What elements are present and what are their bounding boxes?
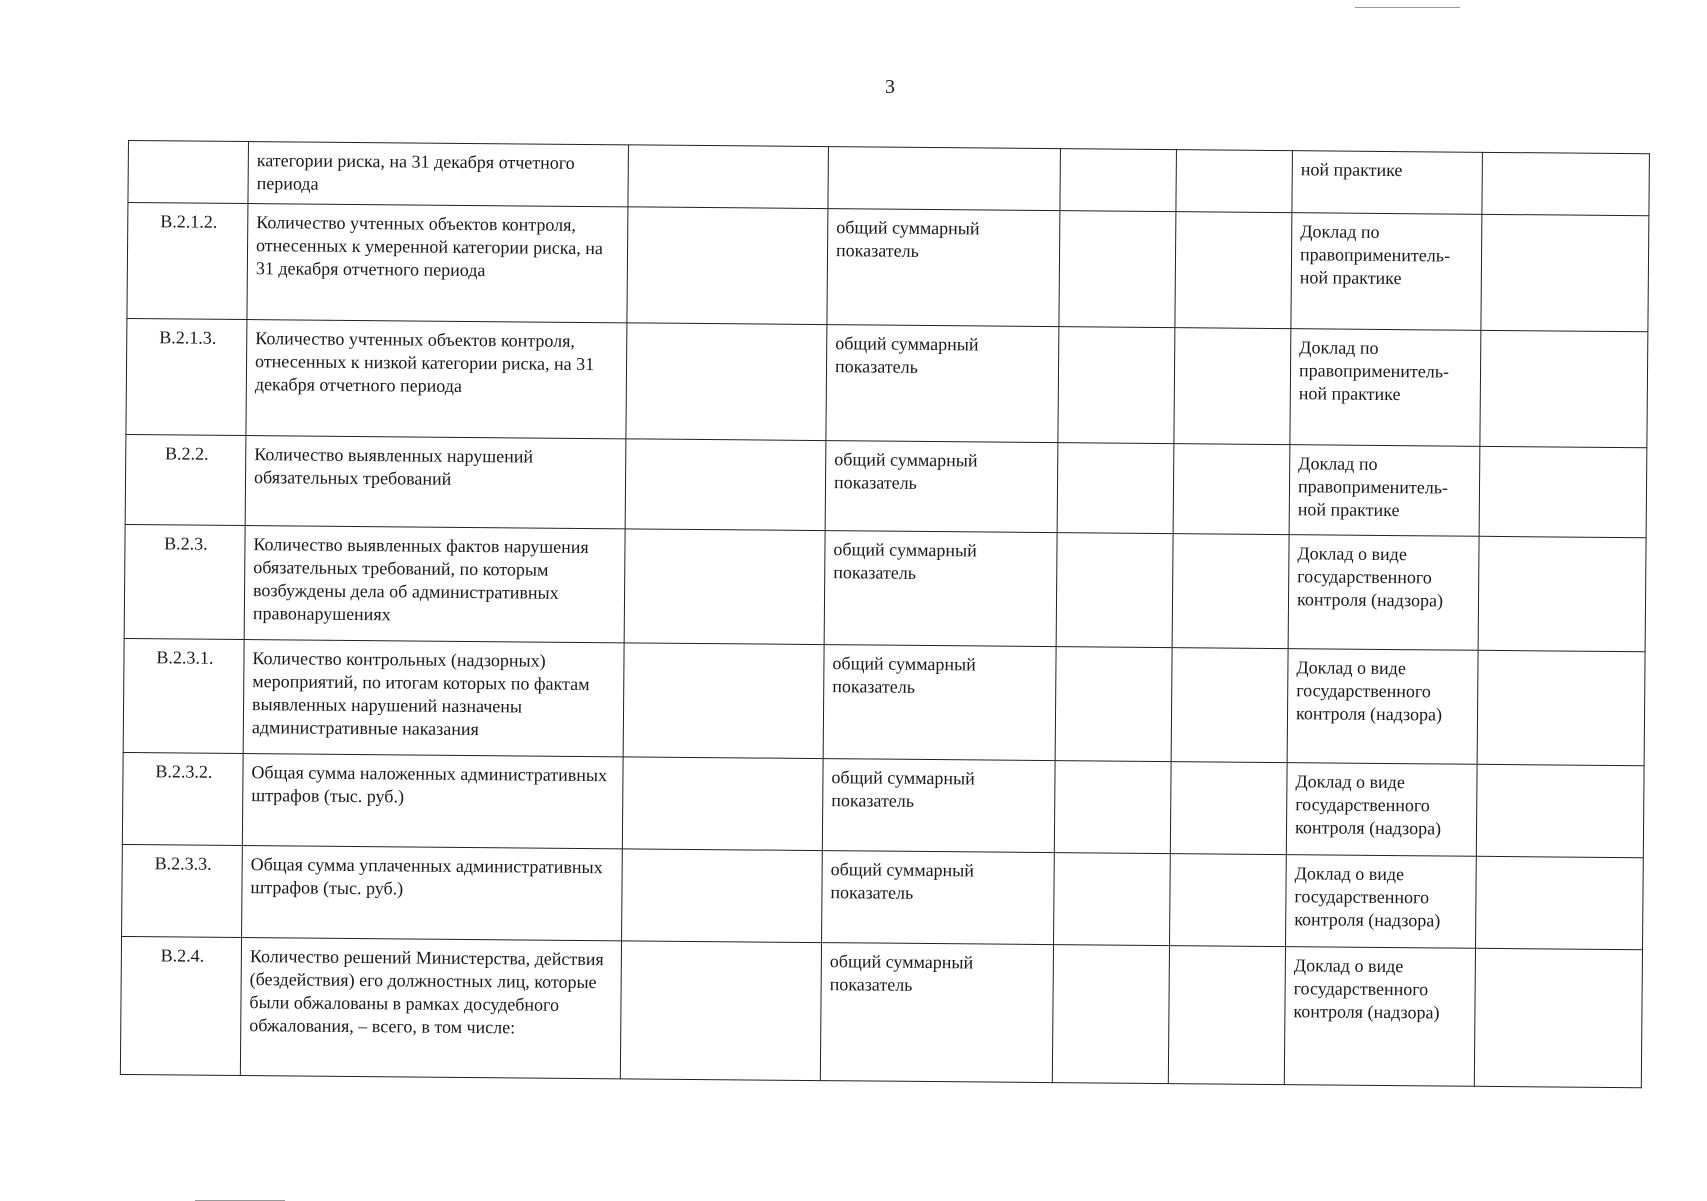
cell-data-source: Доклад по правоприменитель-ной практике <box>1289 445 1480 537</box>
cell-indicator-name: категории риска, на 31 декабря отчетного периода <box>248 142 629 207</box>
cell-indicator-name: Количество учтенных объектов контроля, отнесенных к низкой категории риска, на 31 декабря отчетного периода <box>246 320 627 439</box>
cell-empty <box>1059 211 1176 328</box>
cell-indicator-type: общий суммарный показатель <box>822 759 1055 853</box>
cell-data-source: Доклад о виде государственного контроля (надзора) <box>1286 763 1477 857</box>
cell-indicator-type: общий суммарный показатель <box>820 943 1053 1083</box>
cell-empty <box>622 757 823 851</box>
cell-empty <box>1056 533 1173 648</box>
cell-indicator-type: общий суммарный показатель <box>826 325 1059 443</box>
cell-empty <box>620 941 821 1081</box>
cell-empty <box>623 643 824 759</box>
cell-empty <box>1174 328 1291 445</box>
table-row <box>124 524 1646 651</box>
cell-indicator-name: Количество решений Министерства, действия (бездействия) его должностных лиц, которые были обжалованы в рамках досудебного обжалования, – всего, в том числе: <box>240 938 621 1079</box>
cell-empty <box>1054 761 1171 854</box>
cell-indicator-name: Количество контрольных (надзорных) мероприятий, по итогам которых по фактам выявленных нарушений назначены административные наказания <box>243 640 624 757</box>
cell-data-source: Доклад о виде государственного контроля (надзора) <box>1284 947 1475 1087</box>
cell-data-source: ной практике <box>1292 151 1483 215</box>
cell-indicator-type <box>828 147 1061 211</box>
cell-empty <box>1060 149 1177 212</box>
cell-indicator-name: Количество выявленных фактов нарушения обязательных требований, по которым возбуждены дела об административных правонарушениях <box>244 526 625 643</box>
cell-empty <box>1054 853 1171 946</box>
cell-data-source: Доклад по правоприменитель-ной практике <box>1290 329 1481 447</box>
cell-empty <box>1170 854 1287 947</box>
cell-empty <box>626 323 827 441</box>
cell-empty <box>1055 647 1172 762</box>
table-row <box>120 936 1642 1087</box>
table-row <box>122 844 1644 949</box>
cell-code: В.2.4. <box>120 936 241 1075</box>
cell-data-source: Доклад о виде государственного контроля (надзора) <box>1286 855 1477 949</box>
table-row <box>127 203 1649 332</box>
cell-empty <box>1170 762 1287 855</box>
cell-empty <box>622 849 823 943</box>
cell-indicator-type: общий суммарный показатель <box>822 851 1055 945</box>
cell-empty <box>625 439 826 531</box>
table-row <box>123 638 1645 765</box>
table-row <box>122 752 1644 857</box>
cell-indicator-name: Общая сумма уплаченных административных штрафов (тыс. руб.) <box>242 846 623 941</box>
cell-data-source: Доклад по правоприменитель-ной практике <box>1291 213 1482 331</box>
cell-indicator-type: общий суммарный показатель <box>824 531 1057 647</box>
cell-empty <box>1481 214 1649 331</box>
cell-code: В.2.3.2. <box>122 752 243 845</box>
cell-empty <box>1480 330 1648 447</box>
cell-indicator-name: Количество учтенных объектов контроля, отнесенных к умеренной категории риска, на 31 декабря отчетного периода <box>247 204 628 323</box>
page-number: 3 <box>885 76 895 98</box>
cell-empty <box>1052 945 1169 1084</box>
cell-code: В.2.2. <box>125 434 246 525</box>
table-row <box>125 434 1647 537</box>
cell-empty <box>1171 648 1288 763</box>
cell-empty <box>1476 764 1644 857</box>
cell-code: В.2.1.2. <box>127 203 248 320</box>
cell-empty <box>624 529 825 645</box>
cell-empty <box>1058 327 1175 444</box>
cell-empty <box>1479 446 1647 537</box>
cell-indicator-name: Общая сумма наложенных административных штрафов (тыс. руб.) <box>242 754 623 849</box>
cell-empty <box>1176 150 1293 213</box>
cell-indicator-type: общий суммарный показатель <box>825 441 1058 533</box>
cell-code: В.2.3. <box>124 524 245 639</box>
cell-empty <box>627 207 828 325</box>
cell-empty <box>628 145 829 209</box>
cell-empty <box>1057 443 1174 534</box>
cell-code: В.2.1.3. <box>126 318 247 435</box>
cell-empty <box>1474 948 1642 1087</box>
cell-empty <box>1173 444 1290 535</box>
cell-data-source: Доклад о виде государственного контроля (надзора) <box>1287 649 1478 765</box>
cell-empty <box>1477 650 1645 765</box>
cell-empty <box>1168 946 1285 1085</box>
cell-empty <box>1172 534 1289 649</box>
cell-indicator-type: общий суммарный показатель <box>823 645 1056 761</box>
cell-code: В.2.3.1. <box>123 638 244 753</box>
cell-code: В.2.3.3. <box>122 844 243 937</box>
indicators-table <box>120 140 1650 1088</box>
cell-data-source: Доклад о виде государственного контроля (надзора) <box>1288 535 1479 651</box>
cell-empty <box>1482 152 1650 215</box>
cell-indicator-type: общий суммарный показатель <box>827 209 1060 327</box>
cell-empty <box>1175 212 1292 329</box>
cell-indicator-name: Количество выявленных нарушений обязательных требований <box>245 436 626 529</box>
cell-empty <box>1475 856 1643 949</box>
table-row <box>126 318 1648 447</box>
scan-artifact-top <box>1355 7 1460 8</box>
cell-empty <box>1478 536 1646 651</box>
cell-code <box>128 141 249 204</box>
